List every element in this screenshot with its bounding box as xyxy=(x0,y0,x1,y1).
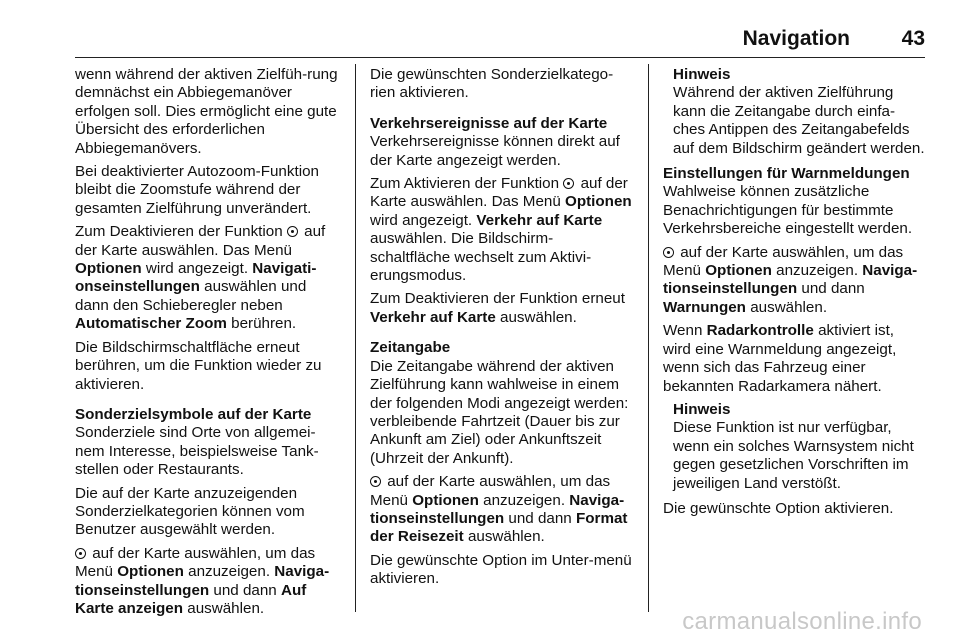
menu-term: Radarkontrolle xyxy=(706,322,814,340)
hint-box xyxy=(673,401,925,493)
paragraph: Die Bildschirmschaltfläche erneut berühren, um die Funktion wieder zu aktivieren. xyxy=(75,338,322,393)
text: und dann xyxy=(213,581,277,599)
column-3 xyxy=(663,66,925,523)
section-heading: Sonderzielsymbole auf der Karte xyxy=(75,405,312,423)
menu-term: Verkehr auf Karte xyxy=(370,308,496,326)
hint-text: Diese Funktion ist nur verfügbar, wenn ein solches Warnsystem nicht gegen gesetzlichen Vorschriften im jeweiligen Land verstößt. xyxy=(673,419,914,492)
section-heading: Verkehrsereignisse auf der Karte xyxy=(370,114,608,132)
text: auf der Karte auswählen, um das Menü xyxy=(75,544,316,581)
paragraph: Die auf der Karte anzuzeigenden Sonderzielkategorien können vom Benutzer ausgewählt werden. xyxy=(75,484,305,539)
hint-title: Hinweis xyxy=(673,400,731,418)
text: auswählen. xyxy=(500,308,577,326)
menu-term: Auf Karte anzeigen xyxy=(75,581,307,617)
paragraph: Die gewünschte Option aktivieren. xyxy=(663,499,894,517)
paragraph xyxy=(75,223,343,333)
menu-term: Verkehr auf Karte xyxy=(476,211,603,229)
multifunction-knob-icon xyxy=(287,226,298,237)
text: berühren. xyxy=(231,315,297,333)
text: Zum Deaktivieren der Funktion erneut xyxy=(370,290,625,308)
text: Zum Aktivieren der Funktion xyxy=(370,175,560,193)
text: auf der Karte auswählen. Das Menü xyxy=(370,175,628,211)
text: auf der Karte auswählen. Das Menü xyxy=(75,223,326,259)
paragraph: Die gewünschte Option im Unter-menü aktivieren. xyxy=(370,551,632,588)
paragraph: Die Zeitangabe während der aktiven Zielführung kann wahlweise in einem der folgenden Modi angezeigt werden: verbleibende Fahrtzeit (Dauer bis zur Ankunft am Ziel) oder Ankunftszeit (Uhrzeit der Ankunft). xyxy=(370,357,629,467)
paragraph: Wahlweise können zusätzliche Benachrichtigungen für bestimmte Verkehrsbereiche eingestellt werden. xyxy=(663,183,913,238)
text: anzuzeigen. xyxy=(483,491,566,509)
column-divider-1 xyxy=(355,64,356,612)
menu-term: Optionen xyxy=(705,262,772,280)
menu-term: Naviga-tionseinstellungen xyxy=(663,262,918,298)
text: wird angezeigt. xyxy=(370,211,473,229)
section-title: Navigation xyxy=(742,27,850,50)
menu-term: Optionen xyxy=(412,491,479,509)
text: auswählen. xyxy=(467,528,545,546)
paragraph xyxy=(663,322,925,396)
multifunction-knob-icon xyxy=(663,247,674,258)
paragraph: Sonderziele sind Orte von allgemei-nem Interesse, beispielsweise Tank-stellen oder Restaurants. xyxy=(75,424,319,479)
menu-term: Optionen xyxy=(117,563,184,581)
hint-box xyxy=(673,66,925,158)
watermark: carmanualsonline.info xyxy=(682,608,922,635)
section-heading: Zeitangabe xyxy=(370,339,451,357)
menu-term: Optionen xyxy=(75,260,142,278)
text: auswählen und dann den Schieberegler neben xyxy=(75,278,307,314)
menu-term: Naviga-tionseinstellungen xyxy=(75,563,330,599)
text: auswählen. xyxy=(187,599,265,617)
menu-term: Optionen xyxy=(565,193,632,211)
multifunction-knob-icon xyxy=(370,476,381,487)
text: wird angezeigt. xyxy=(145,260,249,278)
paragraph: wenn während der aktiven Zielfüh-rung demnächst ein Abbiegemanöver erfolgen soll. Dies ermöglicht eine gute Übersicht des erforderlichen Abbiegemanövers. xyxy=(75,66,338,157)
paragraph: Bei deaktivierter Autozoom-Funktion bleibt die Zoomstufe während der gesamten Zielführung unverändert. xyxy=(75,163,319,217)
text: auswählen. Die Bildschirm-schaltfläche wechselt zum Aktivi-erungsmodus. xyxy=(370,230,592,285)
header-rule xyxy=(75,57,925,58)
menu-term: Navigati-onseinstellungen xyxy=(75,260,317,296)
menu-term: Automatischer Zoom xyxy=(75,315,227,333)
text: anzuzeigen. xyxy=(776,262,859,280)
paragraph xyxy=(370,290,632,327)
page-number: 43 xyxy=(901,27,925,50)
paragraph xyxy=(663,244,925,318)
text: Zum Deaktivieren der Funktion xyxy=(75,223,283,241)
menu-term: Warnungen xyxy=(663,298,746,316)
page-header xyxy=(75,27,925,57)
section-heading: Einstellungen für Warnmeldungen xyxy=(663,165,910,183)
multifunction-knob-icon xyxy=(75,548,86,559)
text: anzuzeigen. xyxy=(188,563,271,581)
hint-text: Während der aktiven Zielführung kann die Zeitangabe durch einfa-ches Antippen des Zeitangabefelds auf dem Bildschirm geändert werden. xyxy=(673,84,925,157)
paragraph: Die gewünschten Sonderzielkatego-rien aktivieren. xyxy=(370,66,614,102)
text: Wenn xyxy=(663,322,703,340)
menu-term: Format der Reisezeit xyxy=(370,509,628,546)
menu-term: Naviga-tionseinstellungen xyxy=(370,491,625,527)
text: aktiviert ist, wird eine Warnmeldung angezeigt, wenn sich das Fahrzeug einer bekannten Radarkamera nähert. xyxy=(663,322,897,395)
multifunction-knob-icon xyxy=(563,178,574,189)
text: auswählen. xyxy=(750,298,828,316)
text: und dann xyxy=(508,509,572,527)
column-2 xyxy=(370,66,632,594)
paragraph: Verkehrsereignisse können direkt auf der Karte angezeigt werden. xyxy=(370,133,620,169)
paragraph xyxy=(370,473,632,547)
text: und dann xyxy=(801,280,865,298)
column-1 xyxy=(75,66,343,623)
column-divider-2 xyxy=(648,64,649,612)
paragraph xyxy=(75,545,343,619)
text: auf der Karte auswählen, um das Menü xyxy=(370,473,611,509)
hint-title: Hinweis xyxy=(673,66,731,83)
paragraph xyxy=(370,175,632,285)
text: auf der Karte auswählen, um das Menü xyxy=(663,243,904,280)
